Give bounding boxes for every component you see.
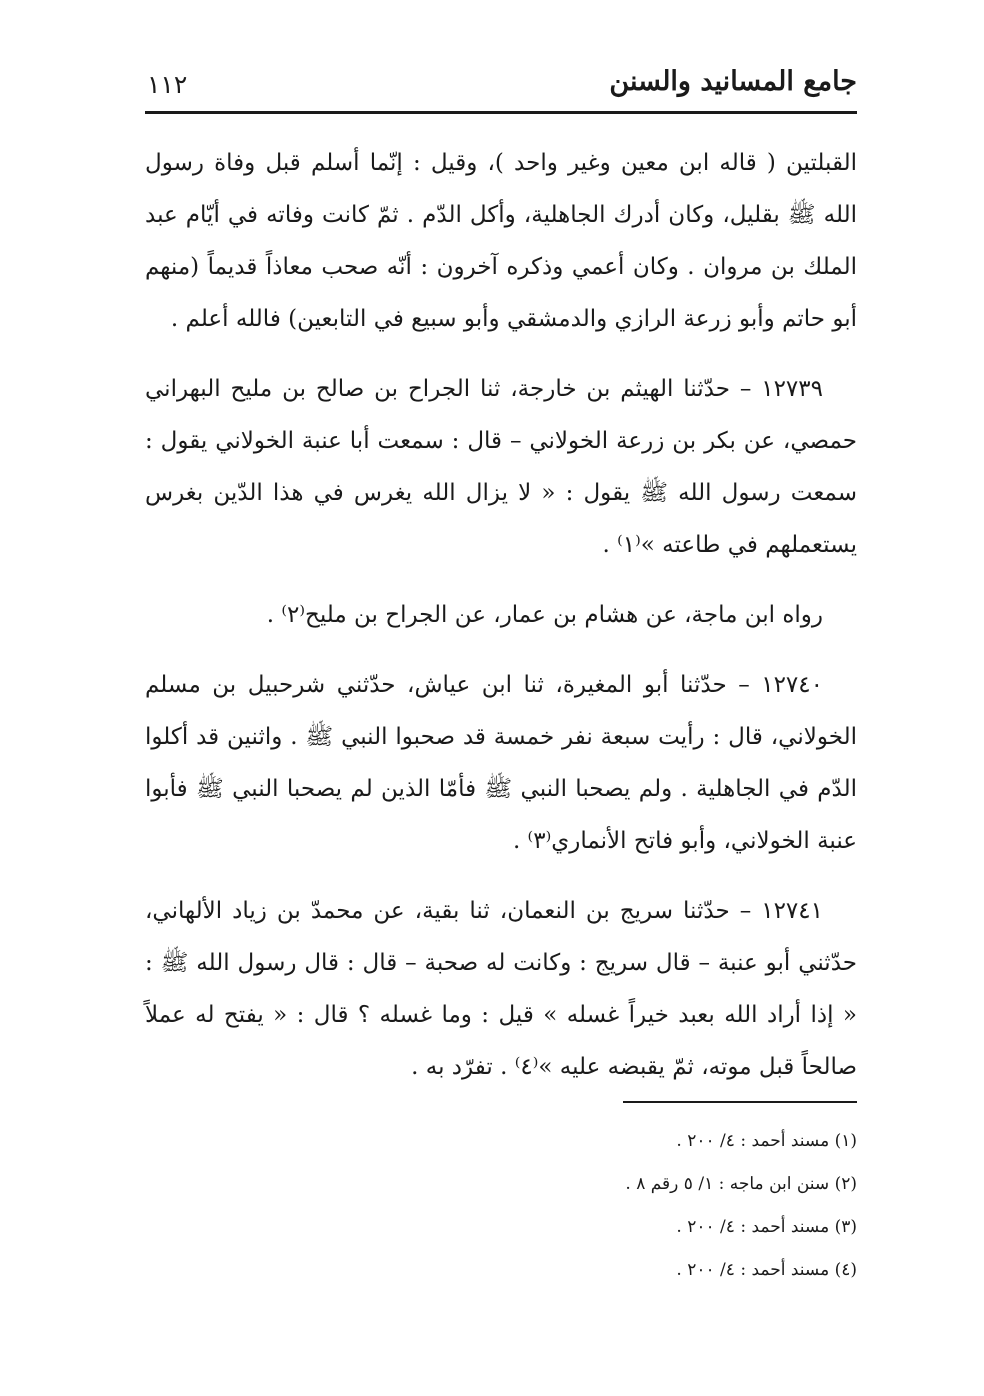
page-number: ١١٢ (147, 70, 188, 99)
footnote-rule (623, 1101, 857, 1103)
footnotes (400, 1120, 857, 1292)
hadith-12740: ١٢٧٤٠ – حدّثنا أبو المغيرة، ثنا ابن عياش، حدّثني شرحبيل بن مسلم الخولاني، قال : رأيت سبعة نفر خمسة قد صحبوا النبي ﷺ . واثنين قد أكلوا الدّم في الجاهلية . ولم يصحبا النبي ﷺ فأمّا الذين لم يصحبا النبي ﷺ فأبوا عنبة الخولاني، وأبو فاتح الأنماري⁽٣⁾ . (145, 672, 857, 854)
paragraph-continuation: القبلتين ( قاله ابن معين وغير واحد )، وقيل : إنّما أسلم قبل وفاة رسول الله ﷺ بقليل، وكان أدرك الجاهلية، وأكل الدّم . ثمّ كانت وفاته في أيّام عبد الملك بن مروان . وكان أعمي وذكره آخرون : أنّه صحب معاذاً قديماً (منهم أبو حاتم وأبو زرعة الرازي والدمشقي وأبو سبيع في التابعين) فالله أعلم . (145, 150, 857, 332)
footnote-2: (٢) سنن ابن ماجه : ١/ ٥ رقم ٨ . (625, 1174, 857, 1194)
hadith-12741: ١٢٧٤١ – حدّثنا سريج بن النعمان، ثنا بقية، عن محمدّ بن زياد الألهاني، حدّثني أبو عنبة – قال سريج : وكانت له صحبة – قال : قال رسول الله ﷺ : « إذا أراد الله بعبد خيراً غسله » قيل : وما غسله ؟ قال : « يفتح له عملاً صالحاً قبل موته، ثمّ يقبضه عليه »⁽٤⁾ . تفرّد به . (145, 898, 857, 1080)
footnote-4: (٤) مسند أحمد : ٤/ ٢٠٠ . (676, 1260, 857, 1280)
page-header (145, 58, 857, 114)
main-text (145, 137, 857, 1111)
narration-note: رواه ابن ماجة، عن هشام بن عمار، عن الجراح بن مليح⁽٢⁾ . (266, 602, 823, 628)
footnote-1: (١) مسند أحمد : ٤/ ٢٠٠ . (676, 1131, 857, 1151)
hadith-12739: ١٢٧٣٩ – حدّثنا الهيثم بن خارجة، ثنا الجراح بن صالح بن مليح البهراني حمصي، عن بكر بن زرعة الخولاني – قال : سمعت أبا عنبة الخولاني يقول : سمعت رسول الله ﷺ يقول : « لا يزال الله يغرس في هذا الدّين بغرس يستعملهم في طاعته »⁽١⁾ . (145, 376, 857, 558)
header-rule (145, 111, 857, 114)
footnote-3: (٣) مسند أحمد : ٤/ ٢٠٠ . (676, 1217, 857, 1237)
running-title: جامع المسانيد والسنن (609, 66, 857, 97)
